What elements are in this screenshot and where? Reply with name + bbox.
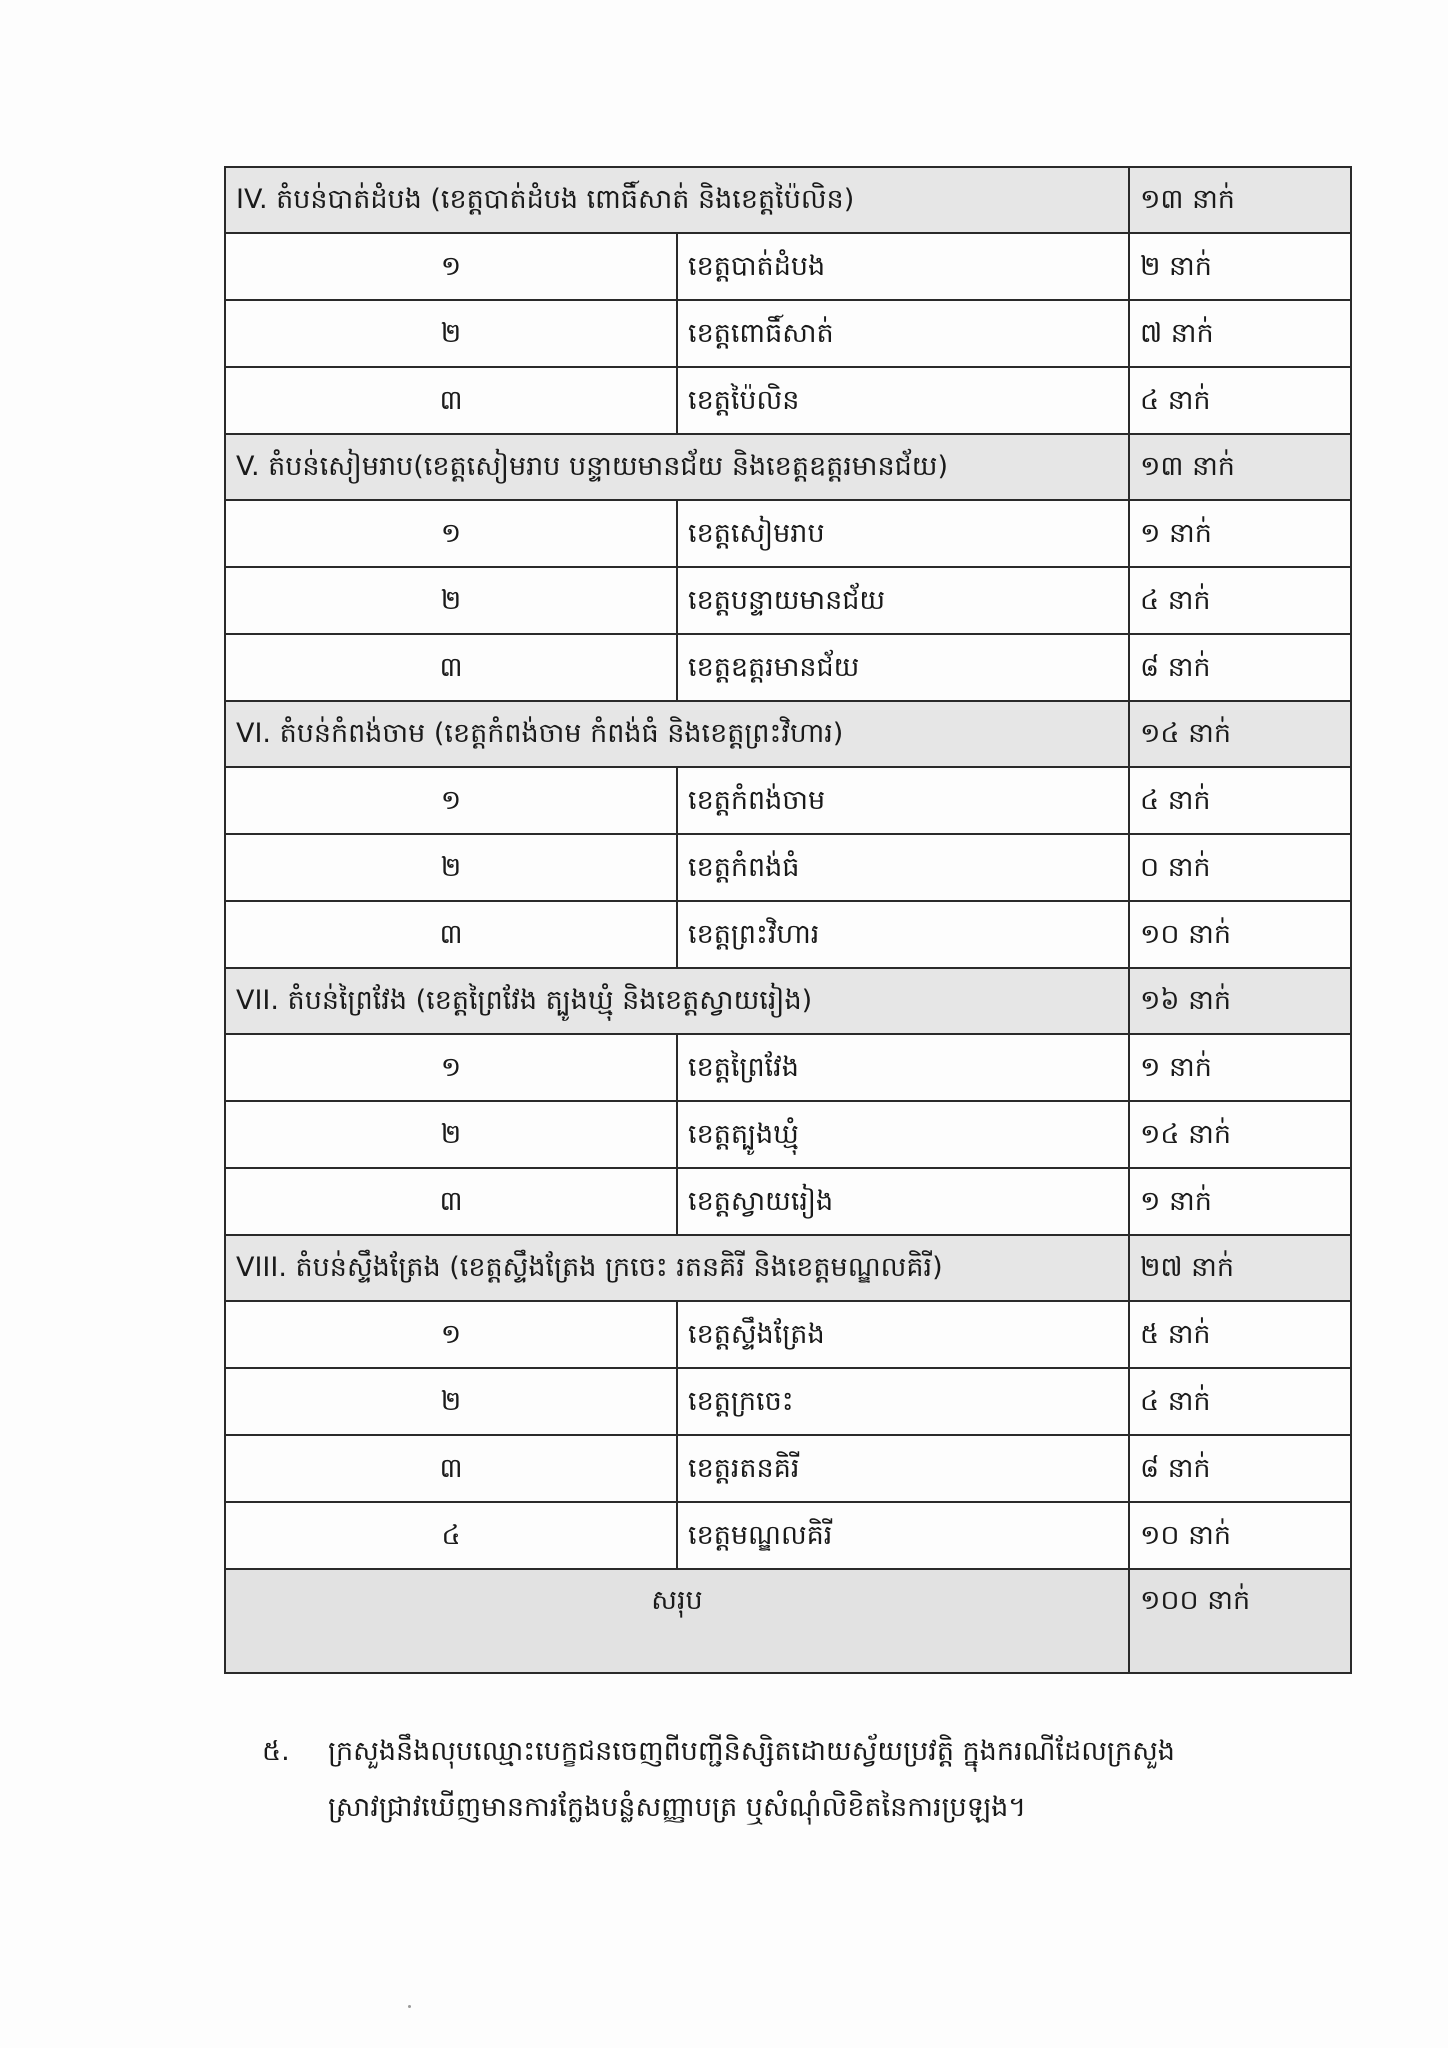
region-count: ១៦ នាក់ — [1129, 968, 1351, 1034]
province-name: ខេត្តពោធិ៍សាត់ — [677, 300, 1129, 367]
province-name: ខេត្តឧត្តរមានជ័យ — [677, 634, 1129, 701]
province-count: ៤ នាក់ — [1129, 567, 1351, 634]
note-text-2: ស្រាវជ្រាវឃើញមានការក្លែងបន្លំសញ្ញាបត្រ ឬសំណុំលិខិតនៃការប្រឡង។ — [328, 1792, 1027, 1823]
region-row — [225, 1235, 1351, 1301]
total-count: ១០០ នាក់ — [1129, 1569, 1351, 1673]
province-name: ខេត្តស្វាយរៀង — [677, 1168, 1129, 1235]
province-count: ១៤ នាក់ — [1129, 1101, 1351, 1168]
region-count: ១៤ នាក់ — [1129, 701, 1351, 767]
row-number: ២ — [225, 1101, 677, 1168]
region-row — [225, 701, 1351, 767]
region-row — [225, 167, 1351, 233]
note-number: ៥. — [262, 1736, 290, 1767]
region-row — [225, 434, 1351, 500]
province-count: ០ នាក់ — [1129, 834, 1351, 901]
table-row — [225, 1435, 1351, 1502]
row-number: ២ — [225, 834, 677, 901]
region-count: ២៧ នាក់ — [1129, 1235, 1351, 1301]
province-count: ៨ នាក់ — [1129, 1435, 1351, 1502]
province-name: ខេត្តកំពង់ចាម — [677, 767, 1129, 834]
province-name: ខេត្តស្ទឹងត្រែង — [677, 1301, 1129, 1368]
region-title: IV. តំបន់បាត់ដំបង (ខេត្តបាត់ដំបង ពោធិ៍សាត់ និងខេត្តប៉ៃលិន) — [225, 167, 1129, 233]
row-number: ៤ — [225, 1502, 677, 1569]
row-number: ១ — [225, 1034, 677, 1101]
table-row — [225, 300, 1351, 367]
row-number: ២ — [225, 567, 677, 634]
region-title: VII. តំបន់ព្រៃវែង (ខេត្តព្រៃវែង ត្បូងឃ្មុំ និងខេត្តស្វាយរៀង) — [225, 968, 1129, 1034]
row-number: ១ — [225, 233, 677, 300]
province-name: ខេត្តត្បូងឃ្មុំ — [677, 1101, 1129, 1168]
row-number: ៣ — [225, 1435, 677, 1502]
province-name: ខេត្តព្រៃវែង — [677, 1034, 1129, 1101]
table-row — [225, 1301, 1351, 1368]
table-row — [225, 1368, 1351, 1435]
quota-table — [224, 166, 1352, 1674]
province-count: ៨ នាក់ — [1129, 634, 1351, 701]
province-name: ខេត្តបាត់ដំបង — [677, 233, 1129, 300]
row-number: ២ — [225, 1368, 677, 1435]
table-row — [225, 500, 1351, 567]
table-row — [225, 901, 1351, 968]
table-row — [225, 367, 1351, 434]
province-count: ១ នាក់ — [1129, 500, 1351, 567]
province-name: ខេត្តក្រចេះ — [677, 1368, 1129, 1435]
province-name: ខេត្តព្រះវិហារ — [677, 901, 1129, 968]
table-row — [225, 567, 1351, 634]
province-count: ១០ នាក់ — [1129, 901, 1351, 968]
row-number: ១ — [225, 1301, 677, 1368]
note-line-1 — [262, 1724, 1352, 1780]
table-row — [225, 1101, 1351, 1168]
scan-speck — [408, 2005, 411, 2008]
province-name: ខេត្តប៉ៃលិន — [677, 367, 1129, 434]
table-row — [225, 834, 1351, 901]
total-row — [225, 1569, 1351, 1673]
table-row — [225, 233, 1351, 300]
table-row — [225, 1034, 1351, 1101]
province-name: ខេត្តកំពង់ធំ — [677, 834, 1129, 901]
row-number: ១ — [225, 767, 677, 834]
region-row — [225, 968, 1351, 1034]
row-number: ៣ — [225, 634, 677, 701]
table-row — [225, 634, 1351, 701]
row-number: ៣ — [225, 367, 677, 434]
note-paragraph — [262, 1724, 1352, 1836]
province-count: ៤ នាក់ — [1129, 367, 1351, 434]
province-count: ៤ នាក់ — [1129, 767, 1351, 834]
row-number: ១ — [225, 500, 677, 567]
province-name: ខេត្តសៀមរាប — [677, 500, 1129, 567]
province-count: ៥ នាក់ — [1129, 1301, 1351, 1368]
region-title: VIII. តំបន់ស្ទឹងត្រែង (ខេត្តស្ទឹងត្រែង ក្រចេះ រតនគិរី និងខេត្តមណ្ឌលគិរី) — [225, 1235, 1129, 1301]
note-text-1: ក្រសួងនឹងលុបឈ្មោះបេក្ខជនចេញពីបញ្ជីនិស្សិតដោយស្វ័យប្រវត្តិ ក្នុងករណីដែលក្រសួង — [328, 1736, 1175, 1767]
table-row — [225, 1502, 1351, 1569]
region-title: V. តំបន់សៀមរាប(ខេត្តសៀមរាប បន្ទាយមានជ័យ និងខេត្តឧត្តរមានជ័យ) — [225, 434, 1129, 500]
total-label: សរុប — [225, 1569, 1129, 1673]
province-name: ខេត្តរតនគិរី — [677, 1435, 1129, 1502]
region-count: ១៣ នាក់ — [1129, 167, 1351, 233]
province-count: ១ នាក់ — [1129, 1034, 1351, 1101]
table-row — [225, 1168, 1351, 1235]
province-count: ៧ នាក់ — [1129, 300, 1351, 367]
row-number: ៣ — [225, 901, 677, 968]
region-count: ១៣ នាក់ — [1129, 434, 1351, 500]
province-count: ២ នាក់ — [1129, 233, 1351, 300]
province-name: ខេត្តមណ្ឌលគិរី — [677, 1502, 1129, 1569]
row-number: ៣ — [225, 1168, 677, 1235]
table-row — [225, 767, 1351, 834]
province-count: ១ នាក់ — [1129, 1168, 1351, 1235]
province-count: ៤ នាក់ — [1129, 1368, 1351, 1435]
province-count: ១០ នាក់ — [1129, 1502, 1351, 1569]
province-name: ខេត្តបន្ទាយមានជ័យ — [677, 567, 1129, 634]
region-title: VI. តំបន់កំពង់ចាម (ខេត្តកំពង់ចាម កំពង់ធំ និងខេត្តព្រះវិហារ) — [225, 701, 1129, 767]
row-number: ២ — [225, 300, 677, 367]
